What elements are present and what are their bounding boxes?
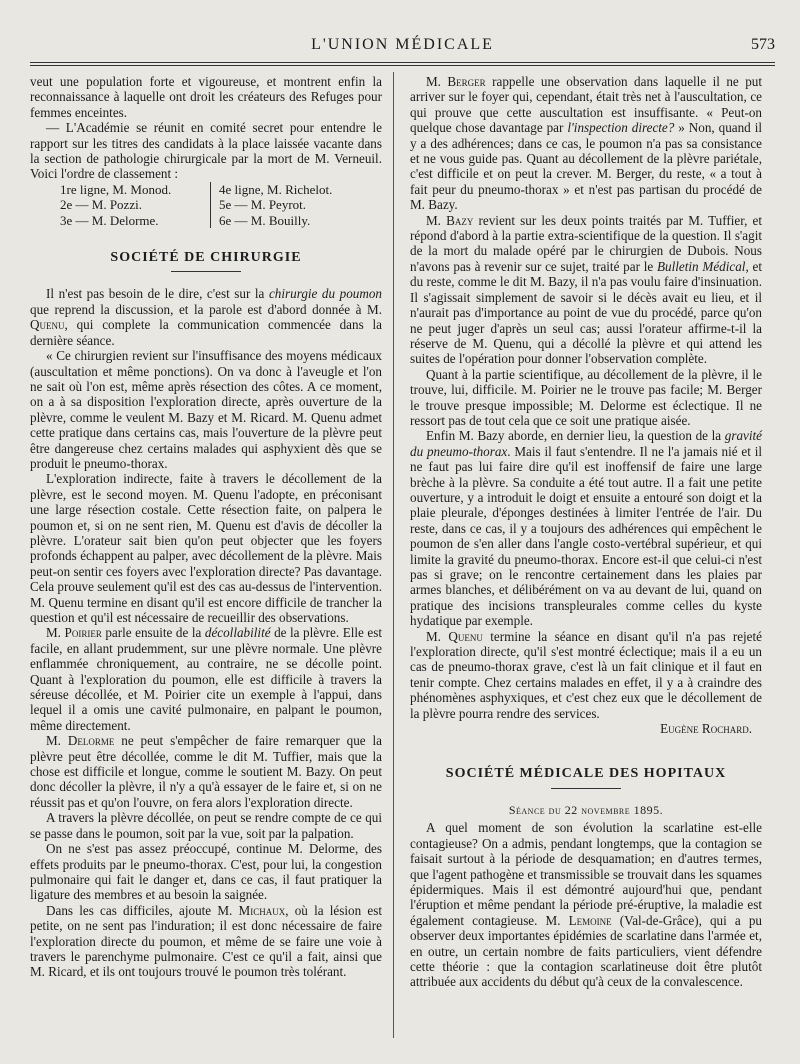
paragraph: Enfin M. Bazy aborde, en dernier lieu, la question de la gravité du pneumo-thorax. Mais il faut s'entendre. Il ne l'a jamais nié et il ne faut pas lui faire dire qu'il est inoffensif de faire une large brèche à la plèvre. Sa conduite a été tout autre. Il a fait une petite ouverture, y a introduit le doigt et ensuite a entouré son doigt et la plaie pleurale, d'éponges destinées à limiter l'entrée de l'air. Du reste, dans ce cas, il y a toujours des adhérences qui empêchent le poumon de s'en aller dans l'angle costo-vertébral supérieur, et qui limite la gravité du pneumo-thorax. Encore est-il que celui-ci n'est pas si grave; on le rencontre certainement dans les plaies par armes blanches, et délibérément on va au devant de lui, quand on pratique des incisions transpleurales comme celles du kyste hydatique par exemple. [410,428,762,629]
left-column [30,74,382,980]
paragraph: M. Delorme ne peut s'empêcher de faire remarquer que la plèvre peut être décollée, comme le dit M. Tuffier, mais que la chose est difficile et longue, comme le soutient M. Bazy. On peut donc décoller la plèvre, il n'y a qu'à essayer de le faire et, si on ne réussit pas et qu'on l'ouvre, on fera alors l'exploration directe. [30,733,382,810]
ranking-column-left [60,182,210,228]
column-divider [393,72,394,1038]
ranking-column-right [210,182,369,228]
paragraph: M. Poirier parle ensuite de la décollabilité de la plèvre. Elle est facile, en allant prudemment, sur une plèvre normale. Une plèvre enflammée chroniquement, au contraire, ne se décolle point. Quant à l'exploration du poumon, elle est difficile à travers la séreuse décollée, et M. Poirier cite un exemple à l'appui, dans lequel il a omis une cavité pulmonaire, en palpant le poumon, même directement. [30,625,382,733]
header-rule [30,62,775,63]
paragraph: A travers la plèvre décollée, on peut se rendre compte de ce qui se passe dans le poumon, soit par la vue, soit par la palpation. [30,810,382,841]
paragraph: — L'Académie se réunit en comité secret pour entendre le rapport sur les titres des candidats à la place laissée vacante dans la section de pathologie chirurgicale par la mort de M. Verneuil. Voici l'ordre de classement : [30,120,382,182]
ranking-table [60,182,382,228]
section-title: SOCIÉTÉ DE CHIRURGIE [110,250,302,266]
rank-entry: 2e — M. Pozzi. [60,197,142,213]
section-title: SOCIÉTÉ MÉDICALE DES HOPITAUX [445,766,727,782]
paragraph: veut une population forte et vigoureuse, et montrent enfin la reconnaissance à laquelle ont droit les créateurs des Refuges pour femmes enceintes. [30,74,382,120]
rank-entry: 4e ligne, M. Richelot. [219,181,333,197]
paragraph: A quel moment de son évolution la scarlatine est-elle contagieuse? On a admis, pendant longtemps, que la contagion se faisait surtout à la période de desquamation; en d'autres termes, que l'agent pathogène et transmissible se trouvait dans les squames épidermiques. Mais il est démontré aujourd'hui que, pendant l'éruption et même pendant la période pré-éruptive, la maladie est également contagieuse. M. Lemoine (Val-de-Grâce), qui a pu observer deux importantes épidémies de scarlatine dans l'armée et, en outre, un certain nombre de faits particuliers, vient défendre cette théorie : que la contagion scarlatineuse doit être plutôt attribuée aux accidents du début qu'à ceux de la convalescence. [410,820,762,990]
paragraph: Il n'est pas besoin de le dire, c'est sur la chirurgie du poumon que reprend la discussion, et la parole est d'abord donnée à M. Quenu, qui complete la communication commencée dans la dernière séance. [30,286,382,348]
author-signature: Eugène Rochard. [660,721,752,737]
paragraph: On ne s'est pas assez préoccupé, continue M. Delorme, des effets produits par le pneumo-thorax. C'est, pour lui, la congestion pulmonaire qui fait le danger et, dans ce cas, il faut pratiquer la ligature des membres et au besoin la saignée. [30,841,382,903]
paragraph: M. Berger rappelle une observation dans laquelle il ne put arriver sur le foyer qui, cependant, était très net à l'auscultation, ce qui prouve que cette auscultation est insuffisante. « Peut-on quelque chose davantage par l'inspection directe? » Non, quand il y a des adhérences; dans ce cas, le poumon n'a pas sa consistance et ne vous guide pas. Quant au décollement de la plèvre pariétale, c'est difficile et on peut la crever. M. Berger, du reste, « a tout à fait peur du pneumo-thorax » et n'est pas partisan du procédé de M. Bazy. [410,74,763,213]
paragraph: M. Quenu termine la séance en disant qu'il n'a pas rejeté l'exploration directe, qu'il s'est montré éclectique; mais il a eu un cas de pneumo-thorax grave, c'est là un fait clinique et il faut en tenir compte. Chez certains malades en effet, il y a à craindre des phénomènes asphyxiques, et c'est chez eux que le décollement de la plèvre pourra rendre des services. [410,628,762,721]
paragraph: Dans les cas difficiles, ajoute M. Michaux, où la lésion est petite, on ne sent pas l'induration; il est donc nécessaire de faire l'exploration directe du poumon, et même de se faire une voie à travers le parenchyme pulmonaire. C'est ce qu'il a fait, ainsi que M. Ricard, et ils ont toujours trouvé le poumon très tolérant. [30,902,382,980]
rank-entry: 1re ligne, M. Monod. [60,181,172,197]
session-date: Séance du 22 novembre 1895. [508,802,664,817]
header-rule-double [30,65,775,66]
rank-entry: 3e — M. Delorme. [60,212,159,228]
right-column [410,74,762,990]
paragraph: L'exploration indirecte, faite à travers le décollement de la plèvre, est le second moyen. M. Quenu l'adopte, en préconisant une large résection costale. Cette résection faite, on palpera le poumon et, si on ne sent rien, M. Quenu est d'avis de décoller la plèvre. L'orateur sait bien qu'on peut objecter que les foyers profonds échappent au palper, avec décollement de la plèvre. Mais peut-on sentir ces foyers avec l'exploration directe? Pas davantage. Cela prouve seulement qu'il est des cas au-dessus de l'intervention. M. Quenu termine en disant qu'il est encore difficile de trancher la question et qu'il est nécessaire de recueillir des observations. [30,471,382,625]
running-title: L'UNION MÉDICALE [311,36,494,53]
paragraph: Quant à la partie scientifique, au décollement de la plèvre, il le trouve, lui, difficile. M. Poirier ne le trouve pas facile; M. Berger le trouve presque impossible; M. Delorme est éclectique. Il ne ressort pas de tout cela que ce soit une pratique aisée. [410,366,762,428]
paragraph: M. Bazy revient sur les deux points traités par M. Tuffier, et répond d'abord à la partie extra-scientifique de la question. Il s'agit de la mort du malade opéré par le chirurgien de Dubois. Nous n'avons pas à revenir sur ce sujet, traité par le Bulletin Médical, et du reste, comme le dit M. Bazy, il n'a pas voulu faire d'insinuation. Il s'agissait simplement de savoir si le décès avait eu lieu, et il n'aurait pas d'importance au point de vue du procédé, parce qu'on ne peut juger d'après un seul cas; aussi l'orateur affirme-t-il la réserve de M. Quenu, qui a décollé la plèvre et qui attend les suites de l'opération pour donner l'observation complète. [410,212,763,367]
page-number: 573 [751,36,775,53]
title-rule [551,788,621,789]
paragraph: « Ce chirurgien revient sur l'insuffisance des moyens médicaux (auscultation et même ponctions). On va donc à l'aveugle et l'on ne sait où l'on est, même après résection des côtes. A ce moment, on a à sa disposition l'exploration directe, après ouverture de la plèvre, comme le veulent M. Bazy et M. Ricard. M. Quenu admet cette pratique dans certains cas, mais l'ouverture de la plèvre peut être dangereuse chez certains malades qui asphyxient dès que se produit le pneumo-thorax. [30,348,382,471]
rank-entry: 6e — M. Bouilly. [219,212,311,228]
rank-entry: 5e — M. Peyrot. [219,197,307,213]
title-rule [171,271,241,272]
